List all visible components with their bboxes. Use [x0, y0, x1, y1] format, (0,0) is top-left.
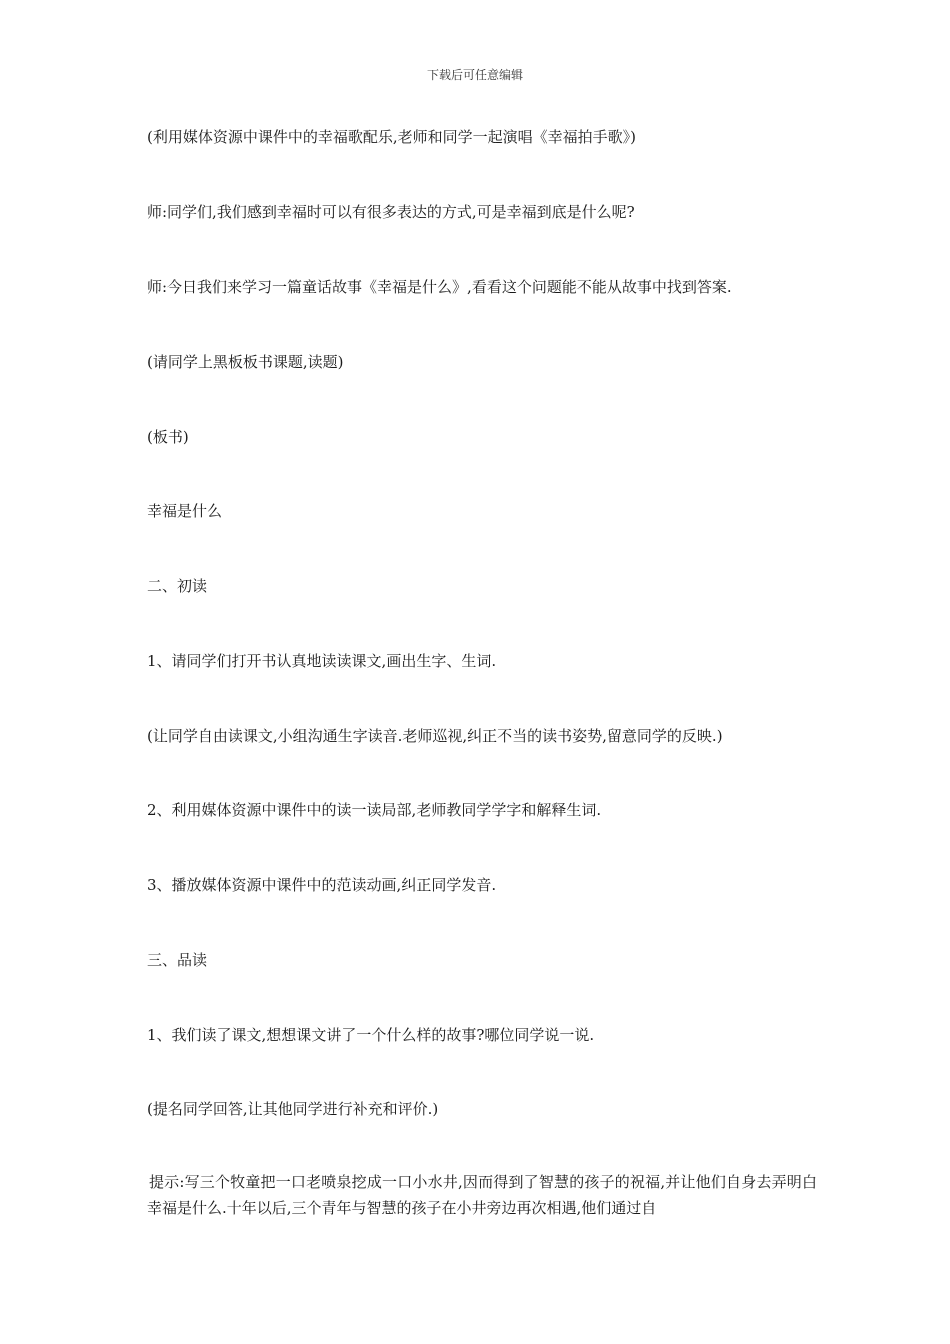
page-header: 下载后可任意编辑	[426, 68, 523, 82]
paragraph-board-label: (板书)	[147, 428, 189, 446]
paragraph-teacher-question: 师:同学们,我们感到幸福时可以有很多表达的方式,可是幸福到底是什么呢?	[147, 203, 635, 221]
section-heading-first-reading: 二、初读	[147, 577, 208, 595]
paragraph-question-1-note: (提名同学回答,让其他同学进行补充和评价.)	[147, 1100, 439, 1118]
paragraph-step-2: 2、利用媒体资源中课件中的读一读局部,老师教同学学字和解释生词.	[147, 801, 602, 819]
paragraph-hint: 提示:写三个牧童把一口老喷泉挖成一口小水井,因而得到了智慧的孩子的祝福,并让他们自身去弄明白幸福是什么.十年以后,三个青年与智慧的孩子在小井旁边再次相遇,他们通过自	[147, 1173, 817, 1217]
paragraph-question-1: 1、我们读了课文,想想课文讲了一个什么样的故事?哪位同学说一说.	[147, 1026, 595, 1044]
section-heading-close-reading: 三、品读	[147, 951, 208, 969]
paragraph-board-title-note: (请同学上黑板板书课题,读题)	[147, 353, 344, 371]
paragraph-song-activity: (利用媒体资源中课件中的幸福歌配乐,老师和同学一起演唱《幸福拍手歌》)	[147, 128, 636, 146]
paragraph-step-1: 1、请同学们打开书认真地读读课文,画出生字、生词.	[147, 652, 497, 670]
paragraph-step-1-note: (让同学自由读课文,小组沟通生字读音.老师巡视,纠正不当的读书姿势,留意同学的反映.)	[147, 727, 723, 745]
paragraph-step-3: 3、播放媒体资源中课件中的范读动画,纠正同学发音.	[147, 876, 497, 894]
paragraph-lesson-title: 幸福是什么	[147, 502, 223, 520]
paragraph-teacher-intro: 师:今日我们来学习一篇童话故事《幸福是什么》,看看这个问题能不能从故事中找到答案.	[147, 278, 732, 296]
